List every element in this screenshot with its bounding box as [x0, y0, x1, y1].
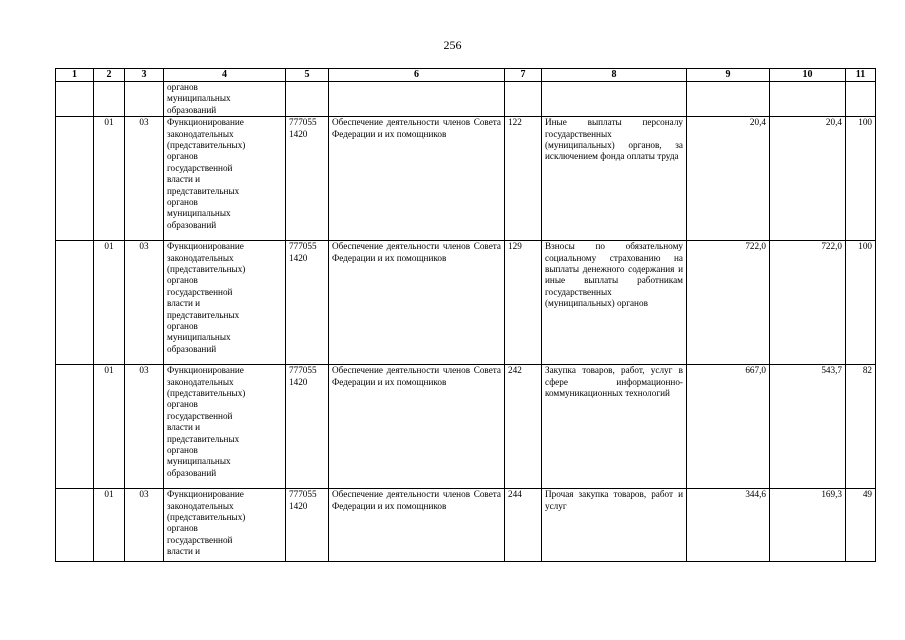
cell-percent: 82: [846, 365, 876, 489]
header-col-9: 9: [687, 69, 770, 82]
table-row: [56, 82, 876, 117]
cell-subsection: 03: [125, 117, 164, 241]
header-col-10: 10: [770, 69, 846, 82]
cell-expense-name: [542, 82, 687, 117]
cell-planned: 344,6: [687, 489, 770, 562]
cell-col-1: [56, 365, 94, 489]
cell-executed: [770, 82, 846, 117]
cell-subsection: [125, 82, 164, 117]
cell-section-name: Функционирование законодательных (представительных) органов государственной власти и представительных органов муниципальных образований: [164, 241, 286, 365]
cell-percent: 100: [846, 117, 876, 241]
cell-target-article: 777055 1420: [286, 117, 329, 241]
cell-executed: 169,3: [770, 489, 846, 562]
cell-expense-type: 244: [505, 489, 542, 562]
header-col-2: 2: [94, 69, 125, 82]
cell-section-name: Функционирование законодательных (представительных) органов государственной власти и: [164, 489, 286, 562]
cell-section: 01: [94, 489, 125, 562]
cell-executed: 722,0: [770, 241, 846, 365]
cell-section: 01: [94, 365, 125, 489]
cell-percent: [846, 82, 876, 117]
cell-expense-type: [505, 82, 542, 117]
cell-planned: 20,4: [687, 117, 770, 241]
cell-target-article: [286, 82, 329, 117]
header-col-11: 11: [846, 69, 876, 82]
cell-executed: 543,7: [770, 365, 846, 489]
cell-col-1: [56, 241, 94, 365]
cell-expense-name: Иные выплаты персоналу государственных (муниципальных) органов, за исключением фонда оплаты труда: [542, 117, 687, 241]
cell-planned: 722,0: [687, 241, 770, 365]
header-row: [56, 69, 876, 82]
header-col-3: 3: [125, 69, 164, 82]
cell-section: 01: [94, 117, 125, 241]
header-col-5: 5: [286, 69, 329, 82]
cell-target-article: 777055 1420: [286, 365, 329, 489]
header-col-6: 6: [329, 69, 505, 82]
cell-executed: 20,4: [770, 117, 846, 241]
cell-target-name: Обеспечение деятельности членов Совета Федерации и их помощников: [329, 489, 505, 562]
cell-section-name: Функционирование законодательных (представительных) органов государственной власти и представительных органов муниципальных образований: [164, 117, 286, 241]
cell-subsection: 03: [125, 241, 164, 365]
cell-expense-name: Закупка товаров, работ, услуг в сфере информационно-коммуникационных технологий: [542, 365, 687, 489]
cell-expense-name: Взносы по обязательному социальному страхованию на выплаты денежного содержания и иные выплаты работникам государственных (муниципальных) органов: [542, 241, 687, 365]
table-row: [56, 365, 876, 489]
cell-expense-type: 242: [505, 365, 542, 489]
cell-section-name: органов муниципальных образований: [164, 82, 286, 117]
budget-table: [55, 68, 876, 562]
cell-target-name: Обеспечение деятельности членов Совета Федерации и их помощников: [329, 365, 505, 489]
table-row: [56, 489, 876, 562]
cell-section-name: Функционирование законодательных (представительных) органов государственной власти и представительных органов муниципальных образований: [164, 365, 286, 489]
cell-subsection: 03: [125, 365, 164, 489]
cell-planned: [687, 82, 770, 117]
cell-section: 01: [94, 241, 125, 365]
cell-target-name: [329, 82, 505, 117]
cell-target-name: Обеспечение деятельности членов Совета Федерации и их помощников: [329, 117, 505, 241]
cell-col-1: [56, 489, 94, 562]
header-col-4: 4: [164, 69, 286, 82]
cell-planned: 667,0: [687, 365, 770, 489]
cell-percent: 49: [846, 489, 876, 562]
header-col-1: 1: [56, 69, 94, 82]
cell-target-article: 777055 1420: [286, 489, 329, 562]
cell-col-1: [56, 82, 94, 117]
cell-expense-type: 129: [505, 241, 542, 365]
header-col-7: 7: [505, 69, 542, 82]
cell-subsection: 03: [125, 489, 164, 562]
cell-target-article: 777055 1420: [286, 241, 329, 365]
cell-expense-type: 122: [505, 117, 542, 241]
cell-percent: 100: [846, 241, 876, 365]
page-number: 256: [443, 38, 462, 52]
header-col-8: 8: [542, 69, 687, 82]
cell-expense-name: Прочая закупка товаров, работ и услуг: [542, 489, 687, 562]
cell-col-1: [56, 117, 94, 241]
cell-target-name: Обеспечение деятельности членов Совета Федерации и их помощников: [329, 241, 505, 365]
table-row: [56, 117, 876, 241]
table-row: [56, 241, 876, 365]
cell-section: [94, 82, 125, 117]
